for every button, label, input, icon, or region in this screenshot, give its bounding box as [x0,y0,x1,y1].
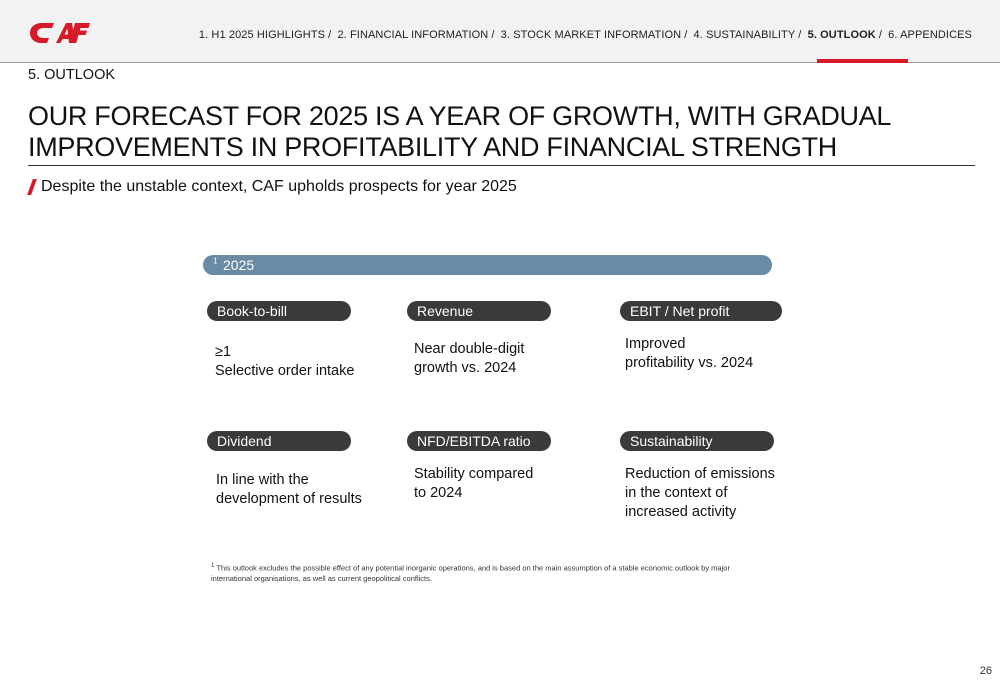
title-divider [28,165,975,166]
nav-item-financial[interactable]: 2. FINANCIAL INFORMATION [337,29,489,41]
nav-item-outlook[interactable]: 5. OUTLOOK [807,29,876,41]
year-label: 2025 [223,257,255,273]
card-text-sustainability: Reduction of emissions in the context of increased activity [625,466,775,520]
subtitle-text: Despite the unstable context, CAF upholds prospects for year 2025 [41,178,517,195]
card-text-revenue: Near double-digit growth vs. 2024 [414,341,525,376]
nav-item-appendices[interactable]: 6. APPENDICES [888,29,972,41]
card-text-nfd-ebitda: Stability compared to 2024 [414,466,534,501]
card-label-revenue: Revenue [407,301,551,321]
card-label-dividend: Dividend [207,431,351,451]
nav-separator: / [684,29,688,41]
footnote [211,561,771,584]
nav-separator: / [878,29,882,41]
page-title: OUR FORECAST FOR 2025 IS A YEAR OF GROWTH, WITH GRADUAL IMPROVEMENTS IN PROFITABILITY AND FINANCIAL STRENGTH [28,101,891,162]
year-bar [203,255,772,275]
card-text-dividend: In line with the development of results [216,472,362,507]
card-label-book-to-bill: Book-to-bill [207,301,351,321]
red-slash-icon [27,179,37,195]
year-footnote-marker: 1 [213,256,218,266]
card-label-ebit: EBIT / Net profit [620,301,782,321]
nav-separator: / [328,29,332,41]
section-nav [199,29,972,41]
nav-separator: / [798,29,802,41]
footnote-marker: 1 [211,562,215,569]
caf-logo [28,20,90,46]
card-label-nfd-ebitda: NFD/EBITDA ratio [407,431,551,451]
page-number: 26 [979,665,992,677]
nav-item-sustainability[interactable]: 4. SUSTAINABILITY [693,29,796,41]
footnote-text: This outlook excludes the possible effect of any potential inorganic operations, and is based on the main assumption of a stable economic outlook by major international organisations, as well as current geopolitical conflicts. [211,563,730,583]
section-label: 5. OUTLOOK [28,67,116,83]
nav-active-indicator [817,59,908,63]
card-label-sustainability: Sustainability [620,431,774,451]
nav-separator: / [491,29,495,41]
nav-item-stock-market[interactable]: 3. STOCK MARKET INFORMATION [500,29,682,41]
nav-item-highlights[interactable]: 1. H1 2025 HIGHLIGHTS [198,29,326,41]
subtitle [28,178,517,196]
card-text-ebit: Improved profitability vs. 2024 [625,336,754,371]
card-text-book-to-bill: ≥1 Selective order intake [215,344,355,379]
